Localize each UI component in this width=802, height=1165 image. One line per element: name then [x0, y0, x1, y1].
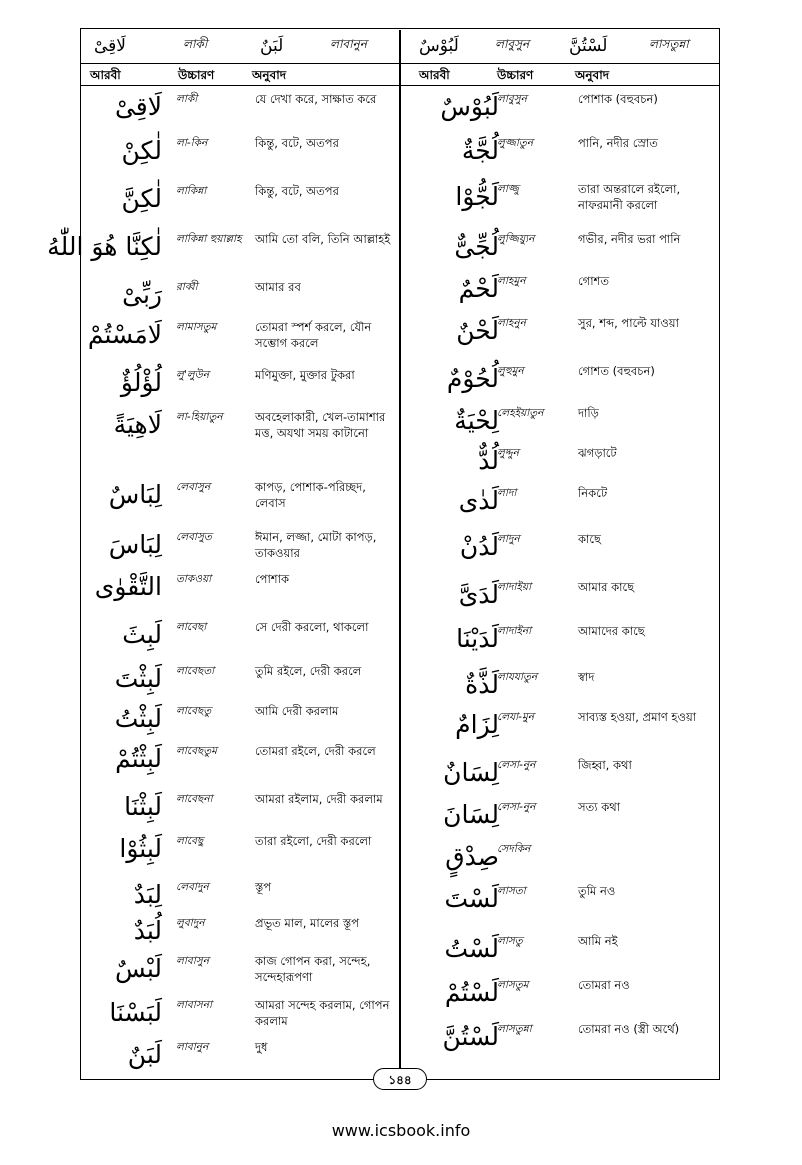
translation: গোশত: [578, 274, 609, 288]
arabic-word: لُجَّةٌ: [461, 136, 499, 165]
running-header-right: [401, 28, 720, 64]
translation: আমরা সন্দেহ করলাম, গোপন করলাম: [255, 998, 390, 1028]
arabic-word: لُدٌّ: [478, 446, 499, 475]
arabic-word: لُحُوْمٌ: [446, 364, 499, 393]
col-head-translation: অনুবাদ: [575, 68, 610, 82]
col-head-arabic: আরবী: [419, 68, 450, 82]
arabic-word: لِسَانَ: [443, 800, 499, 829]
arabic-word: لَبِثْتَ: [114, 664, 162, 693]
pronunciation: লাবাসনা: [176, 999, 213, 1011]
arabic-word: لَدُنْ: [459, 532, 499, 561]
pronunciation: লামাসতুম: [176, 321, 217, 333]
arabic-word: لٰكِنَّ: [121, 184, 162, 213]
arabic-word: لَبَسْنَا: [109, 998, 162, 1027]
pronunciation: লাবেছনা: [176, 793, 213, 805]
arabic-word: لَسْتَ: [444, 884, 499, 913]
translation: কিন্তু, বটে, অতপর: [255, 184, 339, 198]
arabic-word: لَحْنٌ: [456, 316, 499, 345]
pronunciation: লাকী: [176, 93, 198, 105]
arabic-word: لَاقِىْ: [114, 92, 162, 121]
pronunciation: লাবুসুন: [497, 93, 527, 105]
translation: আমি তো বলি, তিনি আল্লাহই: [255, 232, 391, 246]
translation: তারা অন্তরালে রইলো, নাফরমানী করলো: [578, 182, 681, 212]
translation: তোমরা নও: [578, 978, 630, 992]
pronunciation: লাসতু: [497, 935, 523, 947]
arabic-word: لَبَنٌ: [127, 1040, 162, 1069]
arabic-word: لَجُّوْا: [455, 182, 499, 211]
column-headers-left: [80, 64, 400, 86]
translation: ঝগড়াটে: [578, 446, 617, 460]
pronunciation: লা-হিয়াতুন: [176, 411, 223, 423]
translation: স্তূপ: [255, 880, 272, 894]
translation: সুর, শব্দ, পাল্টে যাওয়া: [578, 316, 679, 330]
translation: নিকটে: [578, 486, 608, 500]
header-left-translit-2: লাবানুন: [330, 36, 367, 51]
translation: পোশাক: [255, 572, 289, 586]
pronunciation: লাকিন্না: [176, 185, 207, 197]
pronunciation: লাবেছতু: [176, 705, 212, 717]
col-head-translation: অনুবাদ: [252, 68, 287, 82]
pronunciation: লাহমুন: [497, 275, 526, 287]
pronunciation: লাকিন্না হুয়াল্লাহ: [176, 233, 242, 245]
pronunciation: রাব্বী: [176, 281, 198, 293]
footer-url[interactable]: www.icsbook.info: [331, 1121, 471, 1140]
pronunciation: লাজ্জু: [497, 183, 519, 195]
header-right-translit-1: লাবুসুন: [495, 36, 530, 51]
pronunciation: লেবাদুন: [176, 881, 209, 893]
translation: পোশাক (বহুবচন): [578, 92, 658, 106]
arabic-word: لَسْتُنَّ: [442, 1022, 499, 1051]
pronunciation: লাদুন: [497, 533, 520, 545]
pronunciation: লাবেছু: [176, 835, 204, 847]
arabic-word: لِحْيَةٌ: [454, 406, 499, 435]
header-right-arabic-2: لَسْتُنَّ: [569, 35, 608, 56]
header-left-arabic-2: لَبَنٌ: [260, 35, 284, 56]
pronunciation: লেবাসুন: [176, 481, 211, 493]
translation: তুমি নও: [578, 884, 616, 898]
arabic-word: لَامَسْتُمْ: [87, 320, 162, 349]
arabic-word: لَدٰى: [458, 486, 499, 515]
header-right-translit-2: লাসতুন্না: [649, 36, 689, 51]
translation: আমি নই: [578, 934, 618, 948]
column-divider: [399, 30, 401, 1076]
arabic-word: لُبَدٌ: [133, 916, 162, 945]
translation: মণিমুক্তা, মুক্তার টুকরা: [255, 368, 355, 382]
pronunciation: লাবানুন: [176, 1041, 209, 1053]
pronunciation: লাদাইয়া: [497, 581, 532, 593]
pronunciation: লেসা-নুন: [497, 759, 536, 771]
pronunciation: লুজ্জিয়্যুন: [497, 233, 535, 245]
arabic-word: لِسَانٌ: [443, 758, 499, 787]
arabic-word: لُؤْلُؤٌ: [120, 368, 162, 397]
col-head-pronunciation: উচ্চারণ: [497, 68, 534, 82]
translation: প্রভূত মাল, মালের স্তূপ: [255, 916, 360, 930]
column-headers-right: [401, 64, 720, 86]
translation: গভীর, নদীর ভরা পানি: [578, 232, 681, 246]
col-head-arabic: আরবী: [90, 68, 121, 82]
arabic-word: لَدَىَّ: [458, 580, 499, 609]
pronunciation: লাদাইনা: [497, 625, 532, 637]
translation: সে দেরী করলো, থাকলো: [255, 620, 369, 634]
arabic-word: لَذَّةٌ: [465, 670, 499, 699]
arabic-word: التَّقْوٰى: [94, 572, 162, 601]
translation: সাব্যস্ত হওয়া, প্রমাণ হওয়া: [578, 710, 697, 724]
translation: তোমরা নও (স্ত্রী অর্থে): [578, 1022, 680, 1036]
translation: আমাদের কাছে: [578, 624, 645, 638]
translation: আমরা রইলাম, দেরী করলাম: [255, 792, 383, 806]
translation: সত্য কথা: [578, 800, 621, 814]
translation: আমার রব: [255, 280, 301, 294]
arabic-word: لَبِثْتُ: [114, 704, 162, 733]
translation: কাপড়, পোশাক-পরিচ্ছদ, লেবাস: [255, 480, 366, 510]
arabic-word: صِدْقٍ: [445, 842, 499, 871]
translation: আমি দেরী করলাম: [255, 704, 339, 718]
translation: দাড়ি: [578, 406, 599, 420]
pronunciation: লুহুমুন: [497, 365, 524, 377]
arabic-word: لِبَاسٌ: [108, 480, 162, 509]
translation: তুমি রইলে, দেরী করলে: [255, 664, 362, 678]
arabic-word: لَبُوْسٌ: [440, 92, 499, 121]
pronunciation: লাদা: [497, 487, 517, 499]
arabic-word: لٰكِنَّا هُوَ اللّٰهُ: [47, 232, 162, 261]
pronunciation: লাসতা: [497, 885, 526, 897]
translation: গোশত (বহুবচন): [578, 364, 655, 378]
translation: অবহেলাকারী, খেল-তামাশার মত্ত, অযথা সময় কাটানো: [255, 410, 386, 440]
pronunciation: লাহনুন: [497, 317, 526, 329]
arabic-word: لِزَامٌ: [455, 710, 499, 739]
arabic-word: لَبِثْنَا: [124, 792, 162, 821]
pronunciation: লাযযাতুন: [497, 671, 538, 683]
pronunciation: লেযা-মুন: [497, 711, 535, 723]
pronunciation: সেদকিন: [497, 843, 531, 855]
arabic-word: رَبِّىْ: [122, 280, 162, 309]
pronunciation: লুজ্জাতুন: [497, 137, 534, 149]
arabic-word: لَبِثَ: [122, 620, 162, 649]
header-left-arabic-1: لَاقِىْ: [94, 35, 126, 56]
arabic-word: لَاهِيَةً: [113, 410, 162, 439]
header-right-arabic-1: لَبُوْسٌ: [419, 35, 459, 56]
pronunciation: লেহইয়াতুন: [497, 407, 544, 419]
header-left-translit-1: লাকী: [183, 36, 208, 51]
arabic-word: لَبْسٌ: [114, 954, 162, 983]
col-head-pronunciation: উচ্চারণ: [178, 68, 215, 82]
translation: কাছে: [578, 532, 601, 546]
arabic-word: لَسْتُ: [444, 934, 499, 963]
pronunciation: লাসতুন্না: [497, 1023, 532, 1035]
pronunciation: তাকওয়া: [176, 573, 212, 585]
translation: যে দেখা করে, সাক্ষাত করে: [255, 92, 377, 106]
translation: আমার কাছে: [578, 580, 635, 594]
translation: কিন্তু, বটে, অতপর: [255, 136, 339, 150]
pronunciation: লাসতুম: [497, 979, 529, 991]
pronunciation: লা-কিন: [176, 137, 208, 149]
pronunciation: লাবাসুন: [176, 955, 209, 967]
arabic-word: لٰكِنْ: [121, 136, 162, 165]
arabic-word: لُجِّىٌّ: [454, 232, 499, 261]
arabic-word: لَدَيْنَا: [456, 624, 499, 653]
pronunciation: লাবেছতুম: [176, 745, 218, 757]
translation: তোমরা স্পর্শ করলে, যৌন সম্ভোগ করলে: [255, 320, 372, 350]
pronunciation: লু'লুউন: [176, 369, 209, 381]
translation: কাজ গোপন করা, সন্দেহ, সন্দেহারূপণা: [255, 954, 371, 984]
pronunciation: লাবেছা: [176, 621, 207, 633]
translation: স্বাদ: [578, 670, 595, 684]
pronunciation: লাবেছতা: [176, 665, 215, 677]
arabic-word: لَبِثْتُمْ: [115, 744, 162, 773]
pronunciation: লেসা-নুন: [497, 801, 536, 813]
arabic-word: لِبَدٌ: [133, 880, 162, 909]
translation: তারা রইলো, দেরী করলো: [255, 834, 372, 848]
page-number: ১৪৪: [373, 1068, 427, 1090]
arabic-word: لِبَاسَ: [108, 530, 162, 559]
translation: দুধ: [255, 1040, 268, 1054]
pronunciation: লেবাসুত: [176, 531, 212, 543]
translation: ঈমান, লজ্জা, মোটা কাপড়, তাকওয়ার: [255, 530, 377, 560]
arabic-word: لَحْمٌ: [458, 274, 499, 303]
pronunciation: লুদ্দুন: [497, 447, 519, 459]
arabic-word: لَسْتُمْ: [444, 978, 499, 1007]
running-header-left: [80, 28, 400, 64]
translation: পানি, নদীর স্রোত: [578, 136, 658, 150]
arabic-word: لَبِثُوْا: [119, 834, 162, 863]
translation: জিহ্বা, কথা: [578, 758, 632, 772]
pronunciation: লুবাদুন: [176, 917, 205, 929]
translation: তোমরা রইলে, দেরী করলে: [255, 744, 376, 758]
